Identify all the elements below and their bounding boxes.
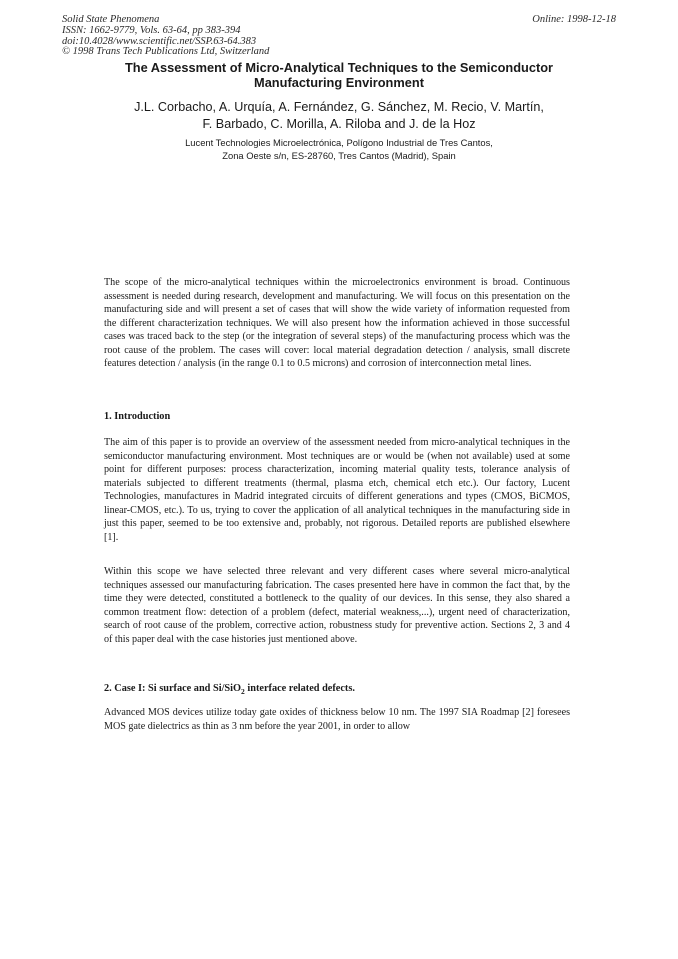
authors-line-1: J.L. Corbacho, A. Urquía, A. Fernández, G. Sánchez, M. Recio, V. Martín, [134, 100, 544, 114]
section-heading-introduction: 1. Introduction [104, 411, 171, 422]
online-date: Online: 1998-12-18 [532, 14, 616, 25]
title-line-1: The Assessment of Micro-Analytical Techniques to the Semiconductor [124, 60, 554, 75]
journal-name: Solid State Phenomena [62, 14, 160, 25]
affiliation-line-2: Zona Oeste s/n, ES-28760, Tres Cantos (Madrid), Spain [222, 149, 456, 161]
issn-line: ISSN: 1662-9779, Vols. 63-64, pp 383-394 [62, 24, 241, 36]
case1-heading-text: 2. Case I: Si surface and Si/SiO [104, 683, 242, 694]
intro-paragraph-2: Within this scope we have selected three relevant and very different cases where several micro-analytical techniques assessed our manufacturing fabrication. The cases presented here have in common the fact that, by the time they were detected, constituted a bottleneck to the quality of our devices. In this sense, they also shared a common treatment flow: detection of a problem (defect, material weakness,...), urgent need of characterization, search of root cause of the problem, corrective action, robustness study for preventive action. Sections 2, 3 and 4 of this paper deal with the case histories just mentioned above. [104, 566, 570, 645]
affiliation [62, 137, 616, 162]
doi-line: doi:10.4028/www.scientific.net/SSP.63-64.383 [62, 35, 257, 47]
case1-heading-subscript: 2 [241, 687, 245, 697]
title-line-2: Manufacturing Environment [254, 75, 424, 90]
affiliation-line-1: Lucent Technologies Microelectrónica, Polígono Industrial de Tres Cantos, [185, 137, 493, 148]
author-list [62, 99, 616, 133]
authors-line-2: F. Barbado, C. Morilla, A. Riloba and J. de la Hoz [202, 117, 476, 131]
paper-title [62, 60, 616, 90]
intro-paragraph-1: The aim of this paper is to provide an overview of the assessment needed from micro-analytical techniques in the semiconductor manufacturing environment. Most techniques are or would be (when not available) used at some point for different purposes: process characterization, incoming material quality tests, tolerance analysis of materials subjected to different treatments (thermal, plasma etch, chemical etch etc.). Our factory, Lucent Technologies, manufactures in Madrid integrated circuits of different generations and types (CMOS, BiCMOS, linear-CMOS, etc.). To us, trying to cover the application of all analytical techniques in the manufacturing side in just this paper, seemed to be too extensive and, probably, not rigorous. Detailed reports are published elsewhere [1]. [104, 437, 570, 543]
case1-heading-tail: interface related defects. [244, 683, 355, 694]
section-heading-case-1 [104, 682, 355, 698]
case1-paragraph-1: Advanced MOS devices utilize today gate oxides of thickness below 10 nm. The 1997 SIA Roadmap [2] foresees MOS gate dielectrics as thin as 3 nm before the year 2001, in order to allow [104, 707, 570, 732]
copyright-line: © 1998 Trans Tech Publications Ltd, Switzerland [62, 46, 270, 58]
abstract-paragraph: The scope of the micro-analytical techniques within the microelectronics environment is broad. Continuous assessment is needed during research, development and manufacturing. We will focus on this presentation on the manufacturing side and will present a set of cases that will show the wide variety of information requested from the different characterization techniques. We will also present how the information achieved in those successful cases was traced back to the step (or the integration of several steps) of the manufacturing process which was the root cause of the problem. The cases will cover: local material degradation detection / analysis, small discrete features detection / analysis (in the range 0.1 to 0.5 microns) and corrosion of interconnection metal lines. [104, 277, 570, 369]
journal-header [62, 15, 269, 58]
